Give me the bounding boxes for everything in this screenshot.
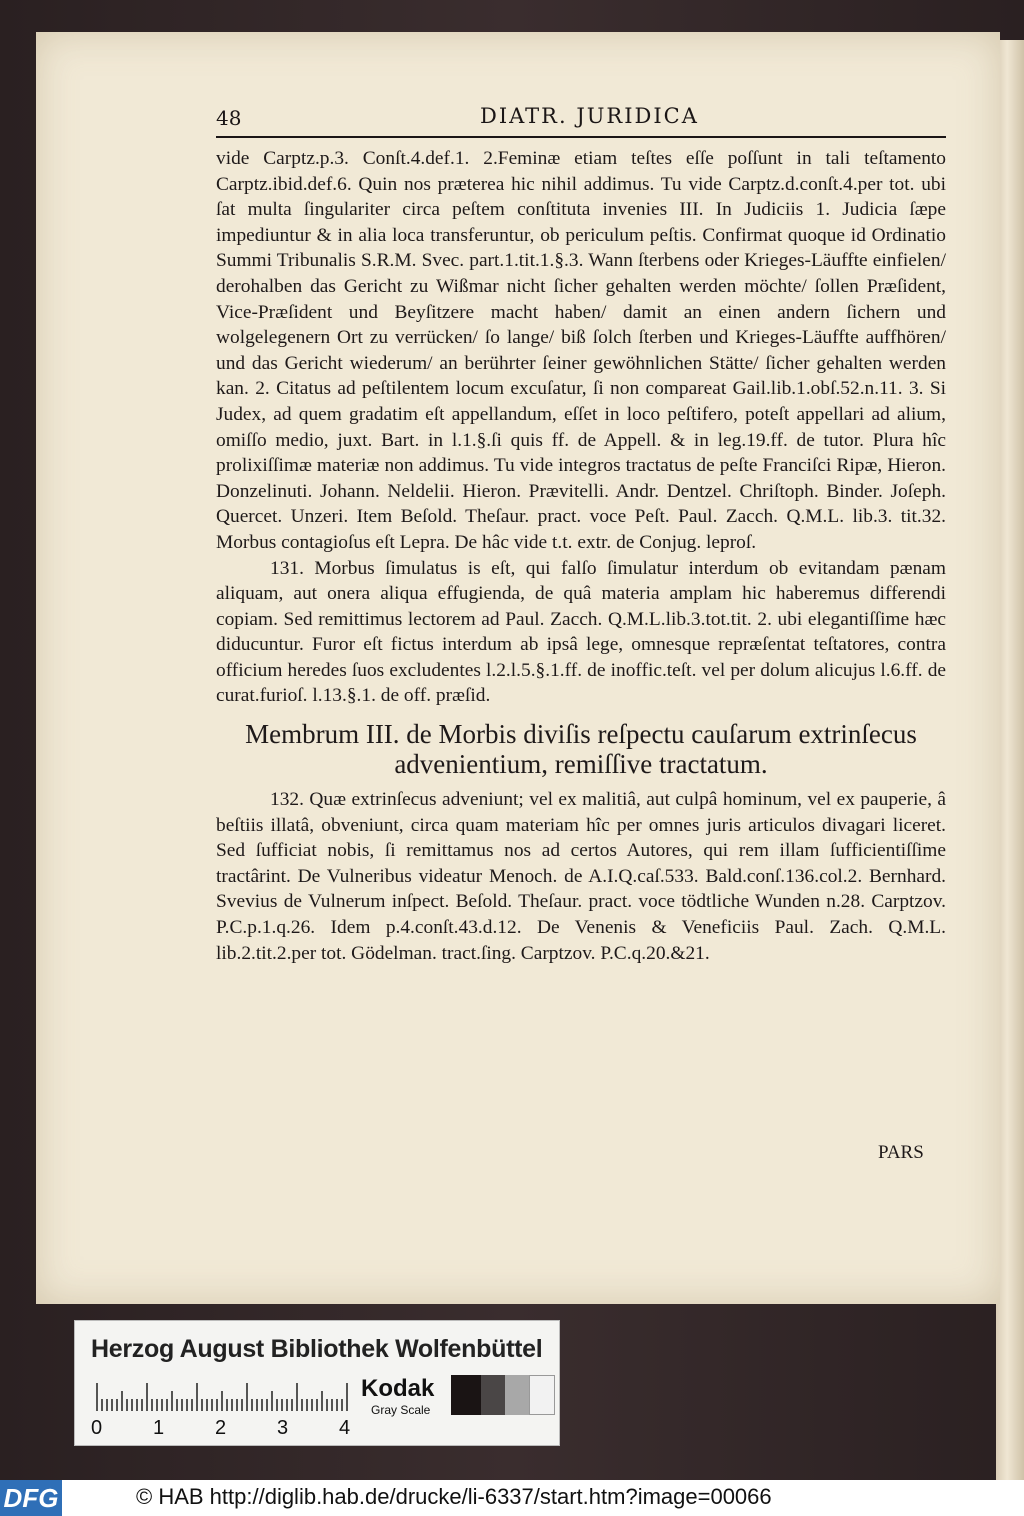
- color-chart: [74, 1320, 560, 1446]
- paragraph-132: 132. Quæ extrinſecus adveniunt; vel ex malitiâ, aut culpâ hominum, vel ex pauperie, â beſtiis illatâ, obveniunt, circa quam materiam hîc per omnes juris articulos divagari liceret. Sed ſufficiat nobis, ſi remittamus nos ad certos Autores, qui rem illam ſufficientiſſime tractârint. De Vulneribus videatur Menoch. de A.I.Q.caſ.533. Bald.conſ.136.col.2. Bernhard. Svevius de Vulnerum inſpect. Beſold. Theſaur. pract. voce tödtliche Wunden n.28. Carptzov. P.C.p.1.q.26. Idem p.4.conſt.43.d.12. De Venenis & Veneficiis Paul. Zach. Q.M.L. lib.2.tit.2.per tot. Gödelman. tract.ſing. Carptzov. P.C.q.20.&21.: [216, 789, 946, 964]
- kodak-logo: Kodak: [361, 1375, 435, 1402]
- swatch-white: [529, 1375, 555, 1415]
- page-number: 48: [216, 106, 242, 130]
- next-page-edge: [996, 40, 1024, 1480]
- swatch-light-gray: [505, 1375, 529, 1415]
- ruler-numbers: [89, 1417, 369, 1441]
- running-head: [216, 102, 946, 136]
- ruler-number: 1: [153, 1417, 165, 1439]
- ruler-number: 3: [277, 1417, 289, 1439]
- swatch-black: [451, 1375, 481, 1415]
- ruler-scale: [93, 1381, 353, 1411]
- swatch-dark-gray: [481, 1375, 505, 1415]
- paragraph-131: 131. Morbus ſimulatus is eſt, qui falſo ſimulatur interdum ob evitandam pænam aliquam, aut onera aliqua effugienda, de quâ materia amplam hic haberemus differendi copiam. Sed remittimus lectorem ad Paul. Zacch. Q.M.L.lib.3.tot.tit. 2. ubi elegantiſſime hæc diducuntur. Furor eſt fictus interdum ab ipsâ lege, omnesque repræſentat teſtatores, contra officium heredes ſuos excludentes l.2.l.5.§.1.ff. de inoffic.teſt. vel per dolum alicujus l.6.ff. de curat.furioſ. l.13.§.1. de off. præſid.: [216, 557, 946, 707]
- dfg-logo: DFG: [0, 1480, 62, 1516]
- head-rule: [216, 136, 946, 138]
- copyright-link[interactable]: © HAB http://diglib.hab.de/drucke/li-6337/start.htm?image=00066: [136, 1484, 772, 1509]
- library-name: Herzog August Bibliothek Wolfenbüttel: [91, 1335, 543, 1363]
- body-text: [216, 146, 946, 966]
- paragraph-130: vide Carptz.p.3. Conſt.4.def.1. 2.Feminæ etiam teſtes eſſe poſſunt in tali teſtamento Carptz.ibid.def.6. Quin nos præterea hic nihil addimus. Tu vide Carptz.d.conſt.4.per tot. ubi ſat multa ſingulariter circa peſtem conſtituta invenies III. In Judiciis 1. Judicia ſæpe impediuntur & in alia loca transferuntur, ob periculum peſtis. Confirmat quoque id Ordinatio Summi Tribunalis S.R.M. Svec. part.1.tit.1.§.3. Wann ſterbens oder Krieges-Läuffte einfielen/ derohalben das Gericht zu Wißmar nicht ſicher gehalten werden möchte/ ſollen Præſident, Vice-Præſident und Beyſitzere macht haben/ damit an einen andern ſichern und wolgelegenern Ort zu verrücken/ ſo lange/ biß ſolch ſterben und Krieges-Läuffte auffhören/ und das Gericht wiederum/ an berührter ſeiner gewöhnlichen Stätte/ ſicher gehalten werden kan. 2. Citatus ad peſtilentem locum excuſatur, ſi non compareat Gail.lib.1.obſ.52.n.11. 3. Si Judex, ad quem gradatim eſt appellandum, eſſet in loco peſtifero, poteſt appellari ad alium, omiſſo medio, juxt. Bart. in l.1.§.ſi quis ff. de Appell. & in leg.19.ff. de tutor. Plura hîc prolixiſſimæ materiæ non addimus. Tu vide integros tractatus de peſte Franciſci Ripæ, Hieron. Donzelinuti. Johann. Neldelii. Hieron. Prævitelli. Andr. Dentzel. Chriſtoph. Binder. Joſeph. Quercet. Unzeri. Item Beſold. Theſaur. pract. voce Peſt. Paul. Zacch. Q.M.L. lib.3. tit.32. Morbus contagioſus eſt Lepra. De hâc vide t.t. extr. de Conjug. leproſ.: [216, 148, 946, 553]
- section-heading: Membrum III. de Morbis diviſis reſpectu cauſarum extrinſecus advenientium, remiſſive tractatum.: [245, 719, 917, 780]
- ruler-number: 0: [91, 1417, 103, 1439]
- ruler-number: 2: [215, 1417, 227, 1439]
- running-title: DIATR. JURIDICA: [480, 104, 699, 128]
- footer-bar: [0, 1480, 1024, 1516]
- ruler-number: 4: [339, 1417, 351, 1439]
- gray-scale-label: Gray Scale: [371, 1403, 431, 1417]
- catchword: PARS: [878, 1142, 924, 1163]
